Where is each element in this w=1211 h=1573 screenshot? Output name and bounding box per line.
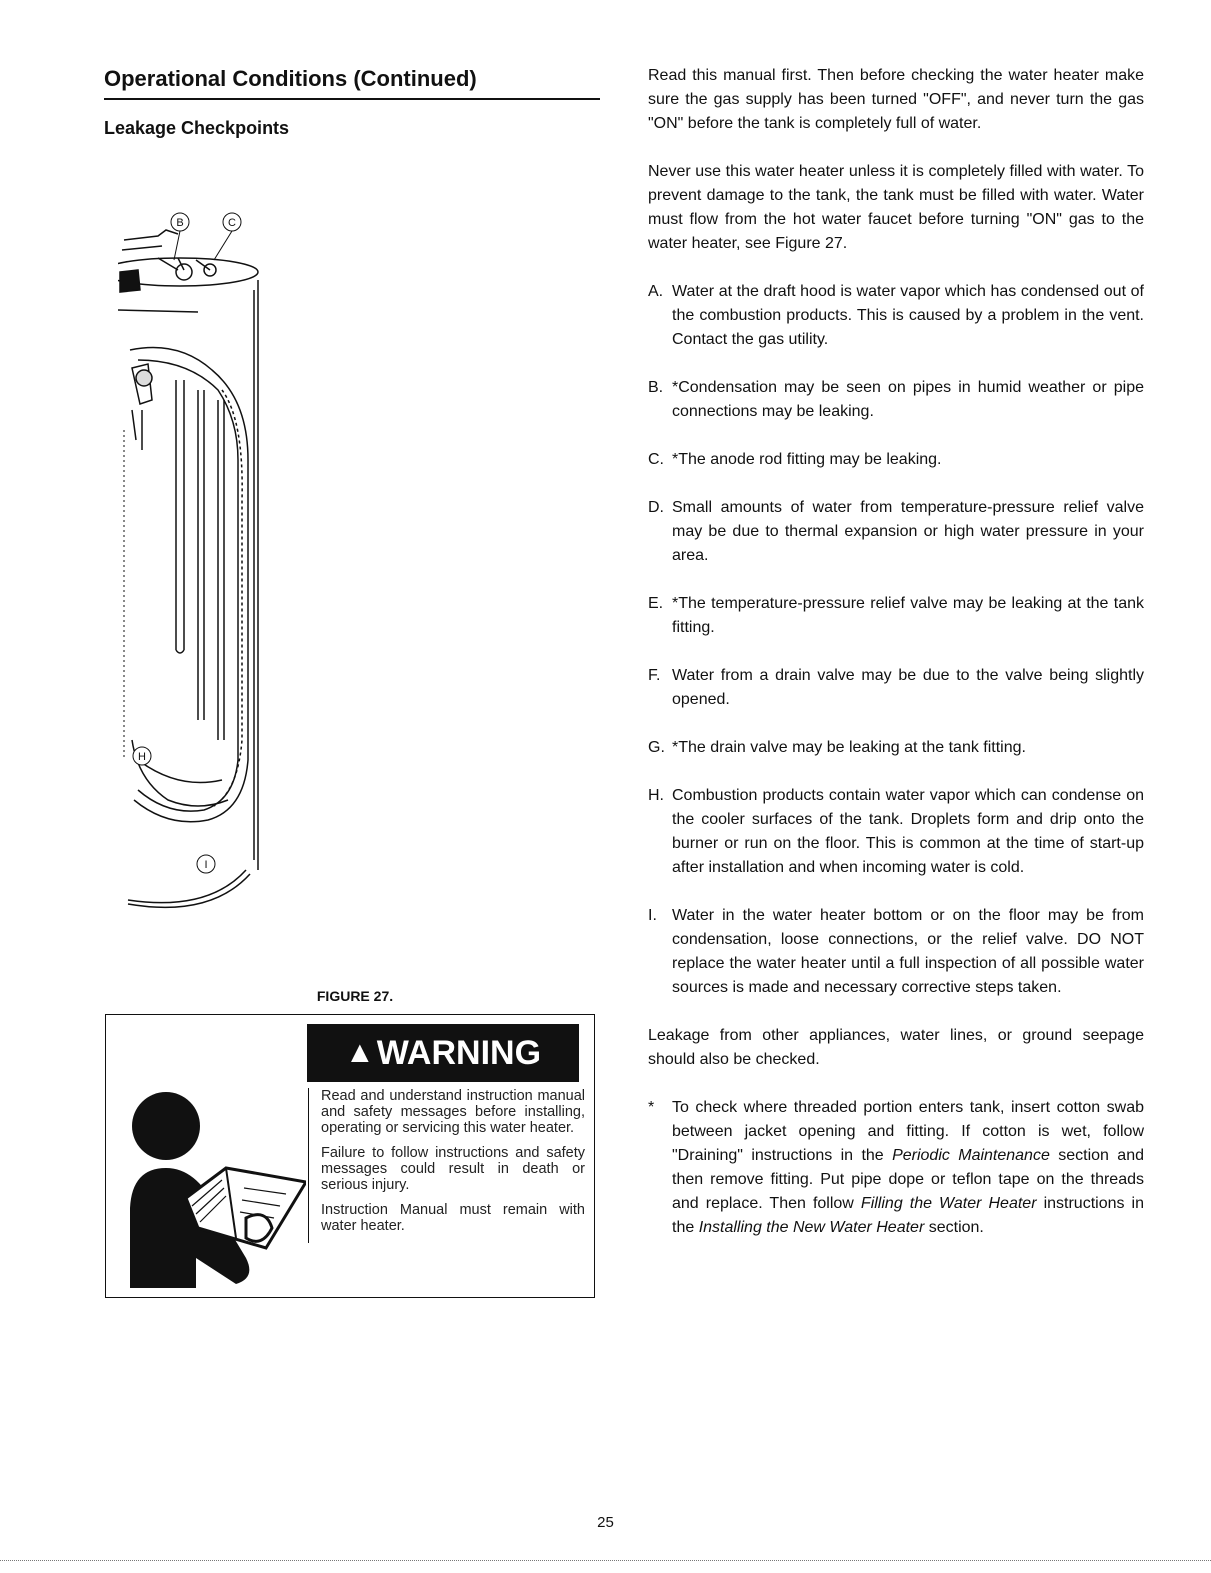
- warning-paragraph-2: Failure to follow instructions and safety messages could result in death or serious injury.: [321, 1145, 585, 1193]
- checkpoint-item-e: [648, 592, 1144, 640]
- checkpoint-item-g: [648, 736, 1144, 760]
- item-letter: H.: [648, 787, 664, 804]
- item-letter: B.: [648, 379, 664, 396]
- item-text: Water from a drain valve may be due to the valve being slightly opened.: [672, 667, 1144, 708]
- callout-h-icon: [133, 747, 151, 765]
- footnote-text-part: section and then remove fitting. Put pipe dope or teflon tape on the threads and replace. Then follow: [672, 1147, 1144, 1212]
- section-title: Operational Conditions (Continued): [104, 66, 600, 100]
- checkpoint-item-i: [648, 904, 1144, 1000]
- footnote-text-part: To check where threaded portion enters tank, insert cotton swab between jacket opening and fitting. If cotton is wet, follow "Draining" instructions in the: [672, 1099, 1144, 1164]
- footnote: [648, 1096, 1144, 1240]
- callout-c-icon: [223, 213, 241, 231]
- warning-text: [308, 1088, 585, 1243]
- page-number: 25: [597, 1514, 614, 1531]
- water-heater-illustration: [118, 200, 278, 920]
- right-column: [648, 64, 1144, 1264]
- callout-b-icon: [171, 213, 189, 231]
- intro-paragraph-1: Read this manual first. Then before checking the water heater make sure the gas supply has been turned "OFF", and never turn the gas "ON" before the tank is completely full of water.: [648, 67, 1144, 132]
- item-letter: A.: [648, 283, 664, 300]
- item-text: *The temperature-pressure relief valve may be leaking at the tank fitting.: [672, 595, 1144, 636]
- footnote-text-part: section.: [924, 1219, 984, 1236]
- checkpoint-item-f: [648, 664, 1144, 712]
- item-text: Small amounts of water from temperature-pressure relief valve may be due to thermal expansion or high water pressure in your area.: [672, 499, 1144, 564]
- warning-title: WARNING: [376, 1033, 542, 1072]
- warning-triangle-icon: ▲: [344, 1036, 375, 1069]
- other-sources-paragraph: Leakage from other appliances, water lines, or ground seepage should also be checked.: [648, 1027, 1144, 1068]
- reading-person-icon: [126, 1088, 306, 1288]
- footnote-text: [672, 1096, 1144, 1240]
- svg-text:H: H: [138, 751, 146, 763]
- subsection-title: Leakage Checkpoints: [104, 118, 290, 138]
- item-letter: C.: [648, 451, 664, 468]
- bottom-divider: [0, 1560, 1211, 1561]
- footnote-italic-part: Filling the Water Heater: [860, 1195, 1037, 1212]
- footnote-italic-part: Periodic Maintenance: [892, 1147, 1050, 1164]
- footnote-mark: *: [648, 1099, 655, 1116]
- svg-text:B: B: [176, 217, 184, 229]
- svg-text:I: I: [204, 859, 208, 871]
- checkpoint-item-c: [648, 448, 1144, 472]
- checkpoint-item-a: [648, 280, 1144, 352]
- item-letter: D.: [648, 499, 664, 516]
- warning-paragraph-3: Instruction Manual must remain with water heater.: [321, 1202, 585, 1234]
- item-letter: G.: [648, 739, 665, 756]
- intro-paragraph-2: Never use this water heater unless it is completely filled with water. To prevent damage to the tank, the tank must be filled with water. Water must flow from the hot water faucet before turning "ON" gas to the water heater, see Figure 27.: [648, 163, 1144, 252]
- item-text: *The drain valve may be leaking at the tank fitting.: [672, 739, 1026, 756]
- item-text: *Condensation may be seen on pipes in humid weather or pipe connections may be leaking.: [672, 379, 1144, 420]
- footnote-text-part: instructions in the: [672, 1195, 1145, 1236]
- footnote-italic-part: Installing the New Water Heater: [698, 1219, 925, 1236]
- item-letter: I.: [648, 907, 657, 924]
- item-text: Water in the water heater bottom or on the floor may be from condensation, loose connections, or the relief valve. DO NOT replace the water heater until a full inspection of all possible water sources is made and necessary corrective steps taken.: [672, 907, 1144, 996]
- checkpoint-item-h: [648, 784, 1144, 880]
- item-letter: E.: [648, 595, 664, 612]
- item-text: Water at the draft hood is water vapor which has condensed out of the combustion products. This is caused by a problem in the vent. Contact the gas utility.: [672, 283, 1144, 348]
- warning-header: [307, 1024, 579, 1082]
- figure-caption: FIGURE 27.: [316, 988, 394, 1004]
- checkpoint-item-d: [648, 496, 1144, 568]
- item-text: Combustion products contain water vapor which can condense on the cooler surfaces of the tank. Droplets form and drip onto the burner or run on the floor. This is common at the time of start-up after installation and when incoming water is cold.: [672, 787, 1144, 876]
- callout-i-icon: [197, 855, 215, 873]
- item-text: *The anode rod fitting may be leaking.: [672, 451, 942, 468]
- item-letter: F.: [648, 667, 661, 684]
- checkpoint-item-b: [648, 376, 1144, 424]
- warning-paragraph-1: Read and understand instruction manual and safety messages before installing, operating or servicing this water heater.: [321, 1088, 585, 1136]
- svg-text:C: C: [228, 217, 236, 229]
